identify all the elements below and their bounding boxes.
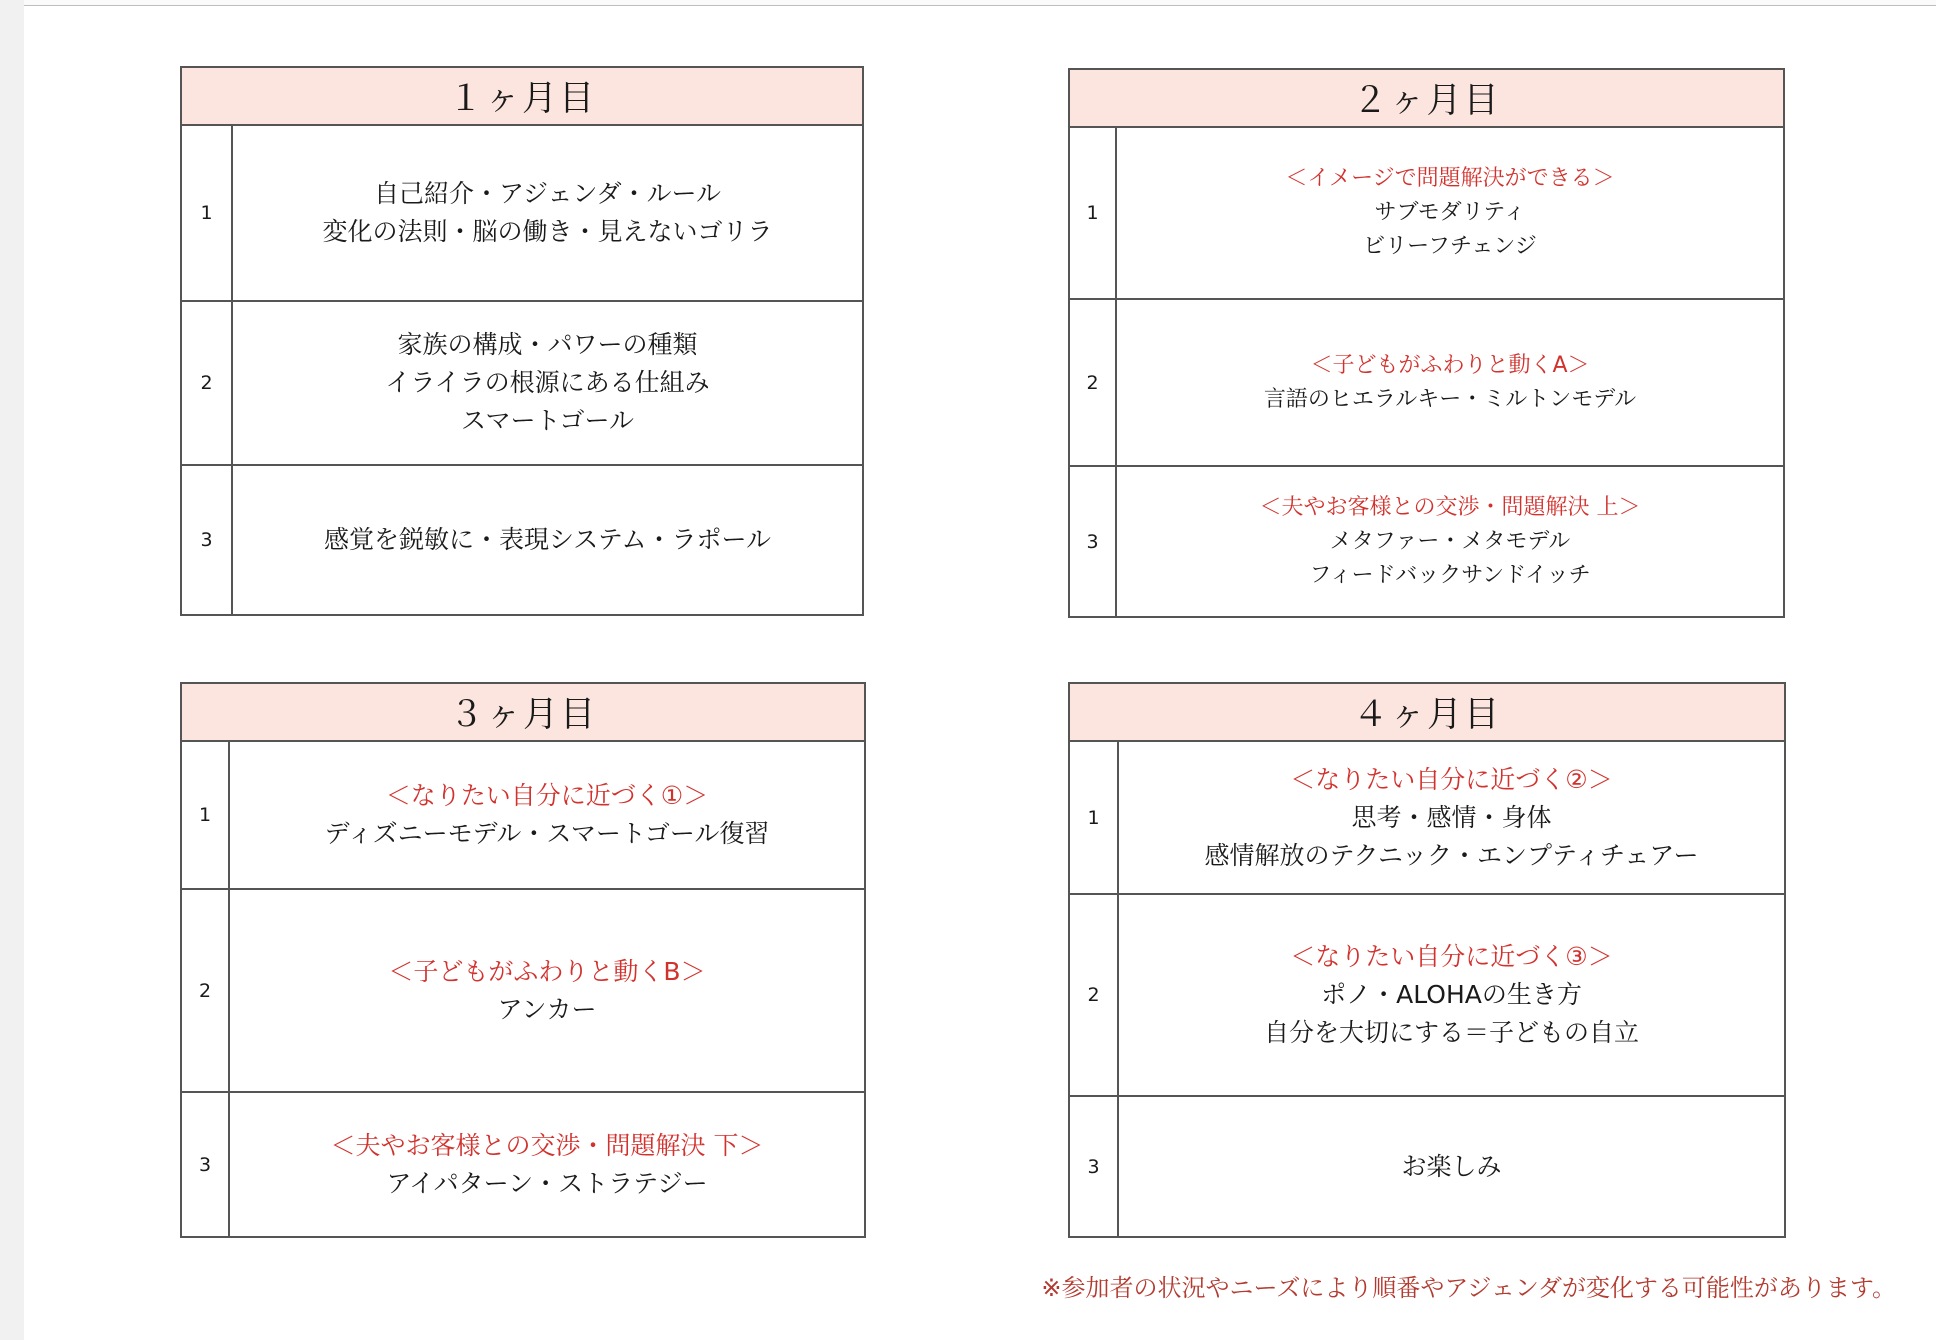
row-line: メタファー・メタモデル: [1329, 528, 1571, 554]
row-content: [1119, 895, 1784, 1095]
table-row: [1070, 1097, 1784, 1236]
month-4-table: [1068, 682, 1786, 1238]
row-content: [1117, 300, 1783, 465]
row-number: 2: [182, 302, 233, 464]
row-line: イライラの根源にある仕組み: [385, 368, 710, 397]
row-content: [230, 742, 864, 888]
row-content: [1119, 1097, 1784, 1236]
row-line: サブモダリティ: [1374, 200, 1526, 225]
row-line: スマートゴール: [460, 406, 634, 435]
month-2-title: ２ヶ月目: [1070, 70, 1783, 128]
row-highlight: ＜イメージで問題解決ができる＞: [1285, 166, 1615, 191]
row-line: アイパターン・ストラテジー: [386, 1168, 708, 1198]
table-row: [182, 1093, 864, 1236]
row-highlight: ＜なりたい自分に近づく③＞: [1290, 942, 1613, 971]
row-number: 1: [182, 126, 233, 300]
row-content: [1119, 742, 1784, 893]
month-1-title: １ヶ月目: [182, 68, 862, 126]
table-row: [1070, 467, 1783, 616]
row-highlight: ＜なりたい自分に近づく②＞: [1290, 764, 1613, 794]
row-number: 3: [182, 1093, 230, 1236]
row-line: ディズニーモデル・スマートゴール復習: [324, 819, 770, 848]
table-row: [182, 126, 862, 302]
row-number: 3: [1070, 1097, 1119, 1236]
table-row: [182, 890, 864, 1093]
row-content: [233, 126, 862, 300]
table-row: [1070, 895, 1784, 1097]
row-number: 3: [182, 466, 233, 614]
table-row: [1070, 300, 1783, 467]
row-content: [1117, 128, 1783, 298]
row-content: [233, 302, 862, 464]
row-highlight: ＜子どもがふわりと動くB＞: [388, 956, 706, 986]
row-highlight: ＜夫やお客様との交渉・問題解決 上＞: [1259, 494, 1641, 520]
row-number: 2: [1070, 300, 1117, 465]
month-4-title: ４ヶ月目: [1070, 684, 1784, 742]
row-highlight: ＜子どもがふわりと動くA＞: [1310, 352, 1590, 378]
row-content: [230, 1093, 864, 1236]
row-content: [233, 466, 862, 614]
table-row: [182, 302, 862, 466]
row-number: 3: [1070, 467, 1117, 616]
row-line: 家族の構成・パワーの種類: [397, 330, 698, 359]
row-line: ビリーフチェンジ: [1363, 234, 1537, 259]
row-number: 2: [182, 890, 230, 1091]
row-line: 思考・感情・身体: [1351, 802, 1552, 832]
row-line: アンカー: [497, 994, 597, 1024]
table-row: [182, 466, 862, 614]
row-line: 自己紹介・アジェンダ・ルール: [373, 179, 721, 208]
row-highlight: ＜夫やお客様との交渉・問題解決 下＞: [330, 1130, 764, 1160]
month-2-table: [1068, 68, 1785, 618]
top-rule: [24, 0, 1936, 6]
row-line: 感覚を鋭敏に・表現システム・ラポール: [323, 525, 771, 554]
table-row: [1070, 742, 1784, 895]
row-number: 2: [1070, 895, 1119, 1095]
table-row: [182, 742, 864, 890]
month-3-table: [180, 682, 866, 1238]
footnote: ※参加者の状況やニーズにより順番やアジェンダが変化する可能性があります。: [1041, 1274, 1896, 1302]
row-number: 1: [182, 742, 230, 888]
row-line: お楽しみ: [1401, 1151, 1502, 1181]
month-1-table: [180, 66, 864, 616]
row-line: フィードバックサンドイッチ: [1309, 562, 1591, 588]
row-number: 1: [1070, 742, 1119, 893]
row-content: [230, 890, 864, 1091]
row-number: 1: [1070, 128, 1117, 298]
row-line: 自分を大切にする＝子どもの自立: [1263, 1018, 1639, 1047]
row-line: 言語のヒエラルキー・ミルトンモデル: [1263, 386, 1637, 412]
table-row: [1070, 128, 1783, 300]
row-line: ポノ・ALOHAの生き方: [1321, 980, 1582, 1009]
row-highlight: ＜なりたい自分に近づく①＞: [385, 781, 709, 810]
row-line: 変化の法則・脳の働き・見えないゴリラ: [322, 217, 773, 246]
left-gutter: [0, 0, 24, 1340]
month-3-title: ３ヶ月目: [182, 684, 864, 742]
row-content: [1117, 467, 1783, 616]
row-line: 感情解放のテクニック・エンプティチェアー: [1204, 840, 1699, 870]
